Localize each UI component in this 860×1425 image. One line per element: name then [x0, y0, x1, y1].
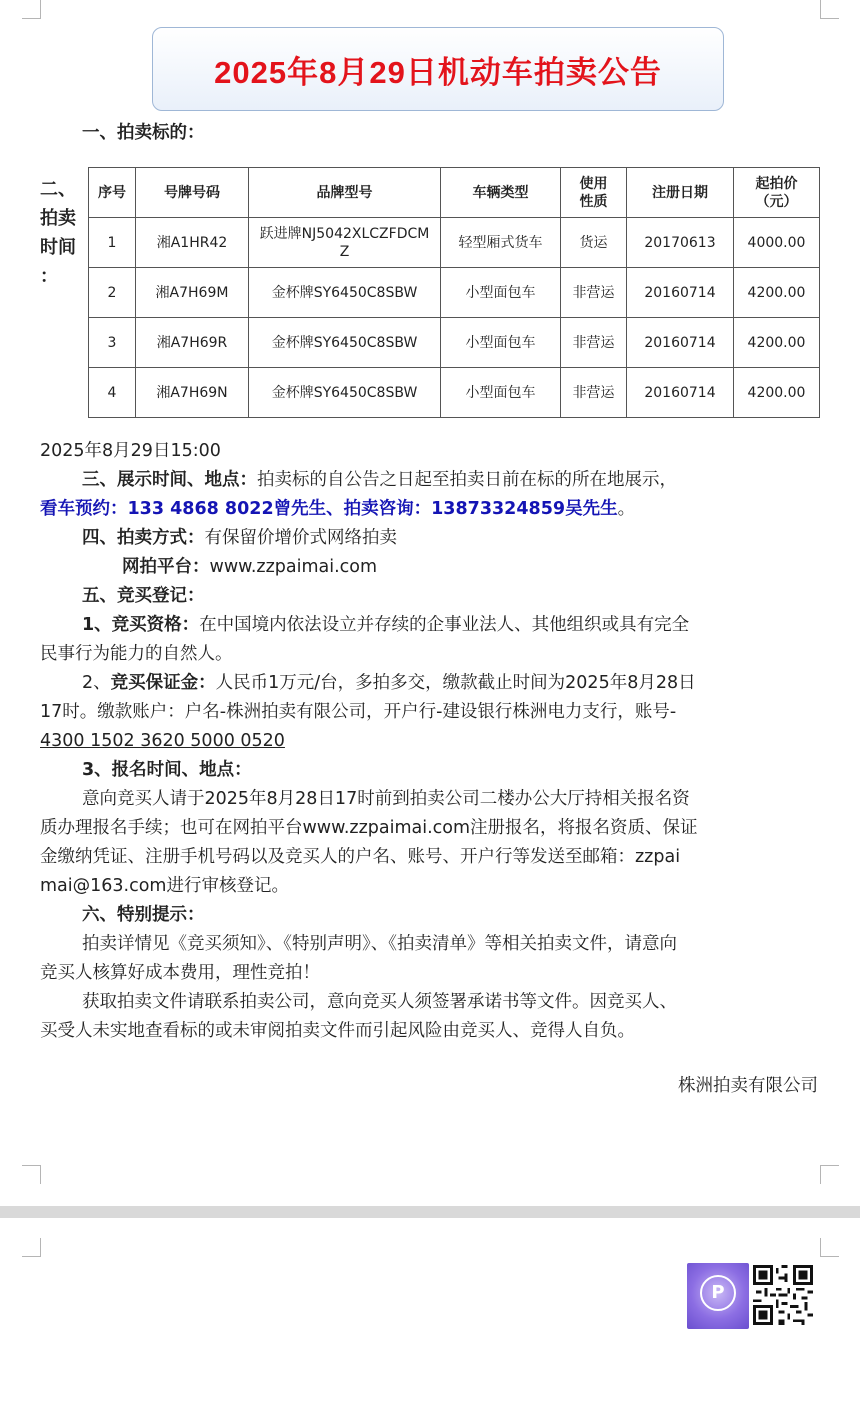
cell-date: 20160714 — [627, 368, 734, 418]
contact-info: 看车预约：133 4868 8022曾先生、拍卖咨询：13873324859吴先生 — [40, 499, 618, 519]
auction-time: 2025年8月29日15:00 — [40, 441, 221, 461]
header-price-line: 起拍价 — [755, 175, 798, 192]
signature: 株洲拍卖有限公司 — [678, 1076, 818, 1096]
table-header-row — [89, 168, 820, 218]
table-row — [89, 218, 820, 268]
side-label-line: 时间 — [40, 237, 76, 258]
cell-price: 4200.00 — [734, 368, 820, 418]
cell-model: 金杯牌SY6450C8SBW — [249, 318, 441, 368]
side-label-line: ： — [40, 266, 58, 287]
cell-no: 1 — [89, 218, 136, 268]
section-4-line — [82, 524, 397, 553]
header-date: 注册日期 — [627, 168, 734, 218]
notice-text-2a: 获取拍卖文件请联系拍卖公司，意向竞买人须签署承诺书等文件。因竞买人、 — [82, 992, 677, 1012]
qualification-line — [82, 611, 689, 640]
cell-model-line: 跃进牌NJ5042XLCZFDCM — [259, 225, 430, 242]
table-row — [89, 268, 820, 318]
contact-line — [40, 495, 635, 524]
qr-code-icon — [753, 1265, 813, 1325]
cell-plate: 湘A7H69M — [136, 268, 249, 318]
cell-model-line: Z — [339, 243, 350, 260]
header-usage-line: 性质 — [579, 193, 608, 210]
notice-text-1a: 拍卖详情见《竞买须知》、《特别声明》、《拍卖清单》等相关拍卖文件，请意向 — [82, 934, 677, 954]
registration-heading: 3、报名时间、地点： — [82, 760, 252, 780]
table-row — [89, 318, 820, 368]
cell-type: 小型面包车 — [441, 368, 561, 418]
cell-usage: 货运 — [561, 218, 627, 268]
platform-url: www.zzpaimai.com — [209, 557, 378, 577]
deposit-line — [82, 669, 696, 698]
header-plate: 号牌号码 — [136, 168, 249, 218]
section-5-heading: 五、竞买登记： — [82, 586, 205, 606]
cell-no: 2 — [89, 268, 136, 318]
cell-usage: 非营运 — [561, 268, 627, 318]
section-4-text: 有保留价增价式网络拍卖 — [204, 528, 397, 548]
notice-text-2b: 买受人未实地查看标的或未审阅拍卖文件而引起风险由竞买人、竞得人自负。 — [40, 1021, 635, 1041]
deposit-label: 竞买保证金： — [110, 673, 216, 693]
header-type: 车辆类型 — [441, 168, 561, 218]
cell-price: 4000.00 — [734, 218, 820, 268]
contact-end: 。 — [617, 499, 636, 519]
page-corner-mark — [22, 0, 41, 19]
page-corner-mark — [820, 0, 839, 19]
section-2-side-label — [40, 175, 76, 291]
header-price-line: （元） — [755, 193, 798, 210]
cell-usage: 非营运 — [561, 318, 627, 368]
section-3-text: 拍卖标的自公告之日起至拍卖日前在标的所在地展示， — [257, 470, 677, 490]
page-gap — [0, 1206, 860, 1218]
registration-text-2: 质办理报名手续；也可在网拍平台www.zzpaimai.com注册报名，将报名资质、保证 — [40, 818, 698, 838]
qualification-text-2: 民事行为能力的自然人。 — [40, 644, 233, 664]
cell-date: 20170613 — [627, 218, 734, 268]
page-corner-mark — [820, 1238, 839, 1257]
page-corner-mark — [820, 1165, 839, 1184]
registration-text-4: mai@163.com进行审核登记。 — [40, 876, 289, 896]
page-corner-mark — [22, 1165, 41, 1184]
header-usage — [561, 168, 627, 218]
registration-text-1: 意向竞买人请于2025年8月28日17时前到拍卖公司二楼办公大厅持相关报名资 — [82, 789, 690, 809]
table-row — [89, 368, 820, 418]
notice-text-1b: 竞买人核算好成本费用，理性竞拍！ — [40, 963, 320, 983]
logo-glyph: P — [711, 1282, 725, 1303]
cell-date: 20160714 — [627, 268, 734, 318]
cell-price: 4200.00 — [734, 318, 820, 368]
cell-plate: 湘A1HR42 — [136, 218, 249, 268]
deposit-account: 4300 1502 3620 5000 0520 — [40, 731, 285, 751]
section-3-heading: 三、展示时间、地点： — [82, 470, 257, 490]
deposit-prefix: 2、 — [82, 673, 111, 693]
section-1-heading: 一、拍卖标的： — [82, 123, 205, 143]
platform-line — [122, 553, 377, 582]
company-logo-icon — [687, 1263, 749, 1329]
header-usage-line: 使用 — [579, 175, 608, 192]
page-title: 2025年8月29日机动车拍卖公告 — [214, 54, 662, 90]
cell-price: 4200.00 — [734, 268, 820, 318]
cell-usage: 非营运 — [561, 368, 627, 418]
auction-items-table — [88, 167, 820, 418]
cell-type: 小型面包车 — [441, 318, 561, 368]
header-no: 序号 — [89, 168, 136, 218]
title-box — [152, 27, 724, 111]
deposit-text-2: 17时。缴款账户：户名-株洲拍卖有限公司，开户行-建设银行株洲电力支行，账号- — [40, 702, 677, 722]
cell-no: 4 — [89, 368, 136, 418]
qualification-label: 1、竞买资格： — [82, 615, 200, 635]
cell-date: 20160714 — [627, 318, 734, 368]
section-4-heading: 四、拍卖方式： — [82, 528, 205, 548]
side-label-line: 拍卖 — [40, 208, 76, 229]
cell-plate: 湘A7H69R — [136, 318, 249, 368]
qualification-text: 在中国境内依法设立并存续的企事业法人、其他组织或具有完全 — [199, 615, 690, 635]
cell-type: 轻型厢式货车 — [441, 218, 561, 268]
header-price — [734, 168, 820, 218]
section-6-heading: 六、特别提示： — [82, 905, 205, 925]
section-3-line — [82, 466, 677, 495]
platform-label: 网拍平台： — [122, 557, 210, 577]
cell-model — [249, 218, 441, 268]
cell-type: 小型面包车 — [441, 268, 561, 318]
side-label-line: 二、 — [40, 179, 76, 200]
cell-plate: 湘A7H69N — [136, 368, 249, 418]
cell-model: 金杯牌SY6450C8SBW — [249, 368, 441, 418]
deposit-text: 人民币1万元/台，多拍多交，缴款截止时间为2025年8月28日 — [215, 673, 696, 693]
header-model: 品牌型号 — [249, 168, 441, 218]
page-corner-mark — [22, 1238, 41, 1257]
cell-no: 3 — [89, 318, 136, 368]
cell-model: 金杯牌SY6450C8SBW — [249, 268, 441, 318]
registration-text-3: 金缴纳凭证、注册手机号码以及竞买人的户名、账号、开户行等发送至邮箱：zzpai — [40, 847, 681, 867]
